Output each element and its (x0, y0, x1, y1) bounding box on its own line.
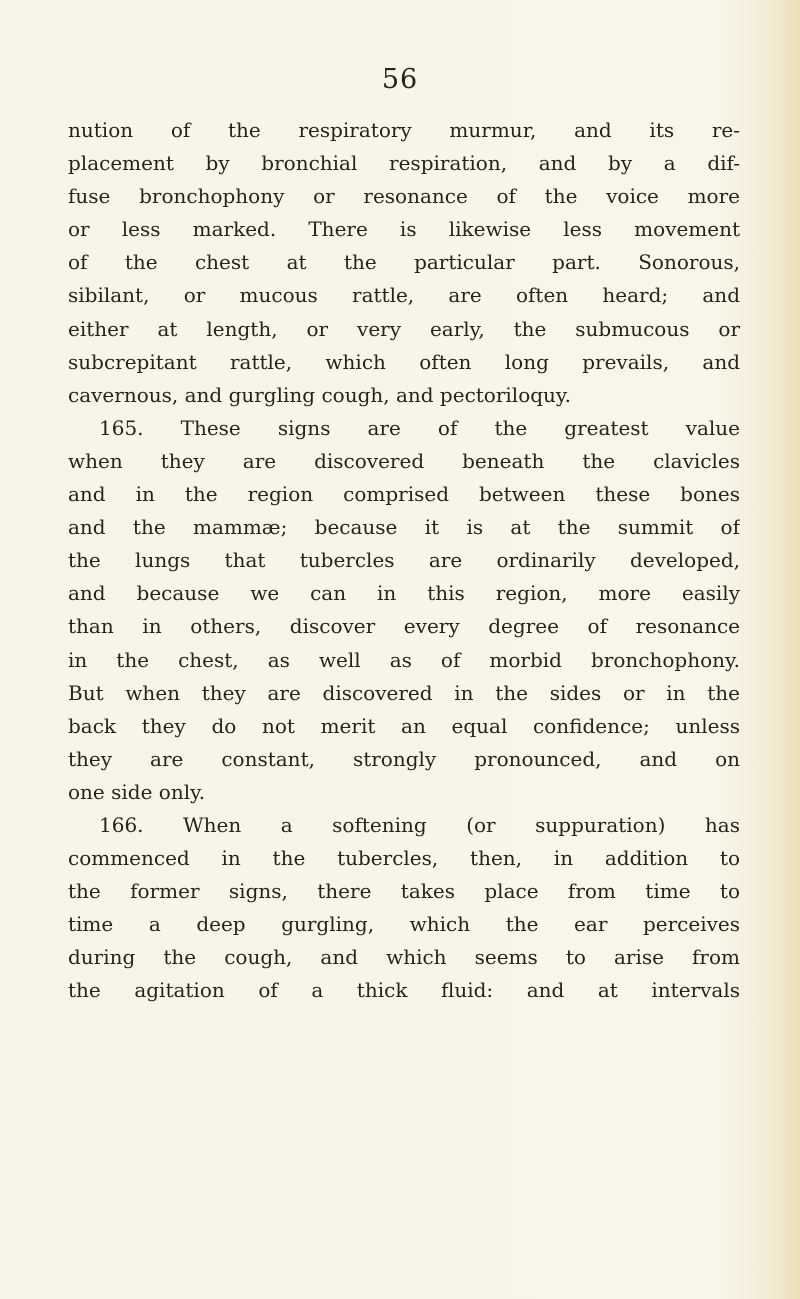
text-line: when they are discovered beneath the clavicles (68, 448, 740, 473)
text-line: or less marked. There is likewise less movement (68, 217, 740, 242)
text-line: cavernous, and gurgling cough, and pectoriloquy. (68, 382, 571, 407)
text-line: subcrepitant rattle, which often long prevails, and (68, 349, 740, 374)
paragraph-start-line: 165. These signs are of the greatest value (99, 415, 740, 440)
text-line: back they do not merit an equal confidence; unless (68, 713, 740, 738)
text-line: than in others, discover every degree of resonance (68, 614, 740, 639)
text-line: of the chest at the particular part. Sonorous, (68, 250, 740, 275)
text-line: placement by bronchial respiration, and by a dif- (68, 151, 740, 176)
paragraph-start-line: 166. When a softening (or suppuration) has (99, 812, 740, 837)
text-line: nution of the respiratory murmur, and its re- (68, 118, 740, 142)
text-line: the agitation of a thick fluid: and at intervals (68, 978, 740, 1003)
text-line: either at length, or very early, the submucous or (68, 316, 740, 341)
text-line: the lungs that tubercles are ordinarily developed, (68, 548, 740, 573)
text-line: during the cough, and which seems to arise from (68, 945, 740, 970)
text-line: sibilant, or mucous rattle, are often heard; and (68, 283, 740, 308)
text-line: commenced in the tubercles, then, in addition to (68, 846, 740, 871)
text-line: in the chest, as well as of morbid bronchophony. (68, 647, 740, 672)
text-line: they are constant, strongly pronounced, and on (68, 746, 740, 771)
text-line: time a deep gurgling, which the ear perceives (68, 912, 740, 937)
text-line: But when they are discovered in the sides or in the (68, 680, 740, 705)
text-line: and because we can in this region, more easily (68, 581, 740, 606)
text-line: one side only. (68, 779, 206, 804)
text-line: and the mammæ; because it is at the summit of (68, 515, 740, 540)
body-text (68, 114, 740, 1008)
page-number: 56 (381, 64, 419, 95)
text-line: and in the region comprised between these bones (68, 482, 740, 507)
text-line: fuse bronchophony or resonance of the voice more (68, 184, 740, 209)
text-line: the former signs, there takes place from time to (68, 879, 740, 904)
